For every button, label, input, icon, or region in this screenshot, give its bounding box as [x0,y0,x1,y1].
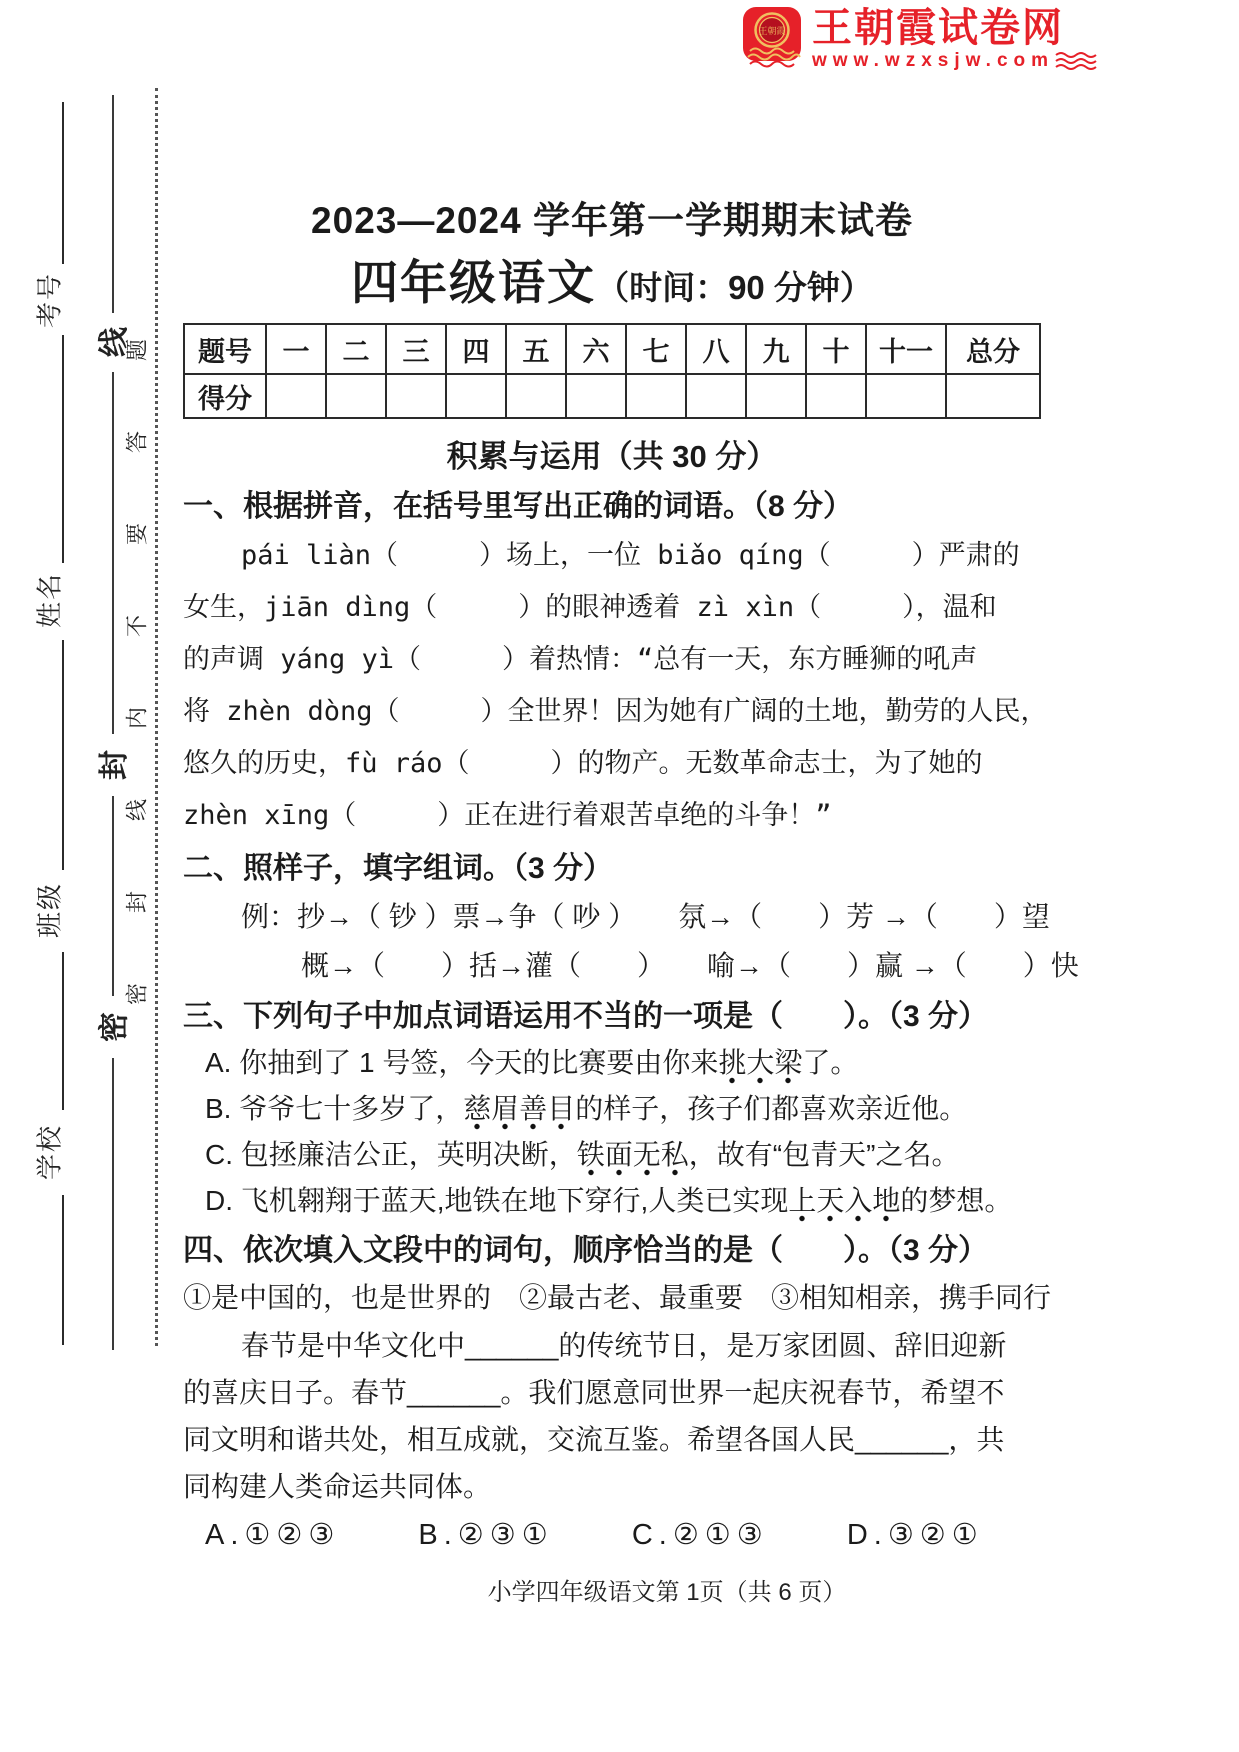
seal-char: 密 [98,1012,131,1042]
exam-content [183,190,1079,1607]
dotted-cut-line [155,88,158,1346]
question4-option-b: B.②③① [418,1519,554,1551]
option-emphasized-word: 慈眉善目 [463,1093,575,1130]
score-cell-empty [446,374,506,418]
seal-note-char: 内 [124,706,150,730]
seal-note-char: 封 [124,890,150,914]
section-heading: 积累与运用（共 30 分） [446,439,778,474]
seal-note-char: 不 [124,614,150,638]
option-text: 的梦想。 [900,1185,1013,1216]
option-text: D. 飞机翱翔于蓝天,地铁在地下穿行,人类已实现 [205,1185,789,1216]
question2-example-line: 例：抄→（ 钞 ）票→争（ 吵 ） 氛→（ ）芳 →（ ）望 [241,901,1050,932]
score-table-score-row [184,374,1040,418]
seal-note-char: 线 [124,798,150,822]
page-footer: 小学四年级语文第 1页（共 6 页） [487,1579,847,1606]
field-label-exam-number: 考号 [34,271,65,329]
question3-option-c [183,1132,1041,1178]
passage-line: 同构建人类命运共同体。 [183,1471,492,1502]
brand-title: 王朝霞试卷网 [812,6,1064,50]
option-text: A. 你抽到了 1 号签，今天的比赛要由你来 [205,1047,719,1078]
question4-items-line: ①是中国的，也是世界的 ②最古老、最重要 ③相知相亲，携手同行 [183,1282,1052,1313]
exam-duration: （时间：90 分钟） [596,269,873,306]
score-header-cell: 五 [506,324,566,374]
option-text: 了。 [802,1047,859,1078]
passage-line: 女生，jiān dìng（ ）的眼神透着 zì xìn（ ），温和 [183,592,997,623]
score-cell-empty [686,374,746,418]
question4-title: 四、依次填入文段中的词句，顺序恰当的是（ ）。（3 分） [183,1234,989,1267]
question4-option-c: C.②①③ [631,1519,769,1551]
passage-line: 同文明和谐共处，相互成就，交流互鉴。希望各国人民______，共 [183,1424,1005,1455]
passage-line: 的声调 yáng yì（ ）着热情：“总有一天，东方睡狮的吼声 [183,644,978,675]
field-line [62,335,64,563]
question4-passage [183,1322,1041,1510]
score-header-cell: 二 [326,324,386,374]
exam-subtitle [183,246,1041,313]
passage-line: zhèn xīng（ ）正在进行着艰苦卓绝的斗争！” [183,800,832,831]
score-cell-empty [866,374,946,418]
score-header-cell: 题号 [184,324,266,374]
svg-text:王朝霞: 王朝霞 [758,26,786,36]
score-cell-empty [946,374,1040,418]
score-header-cell: 三 [386,324,446,374]
score-header-cell: 一 [266,324,326,374]
passage-line: 的喜庆日子。春节______。我们愿意同世界一起庆祝春节，希望不 [183,1377,1005,1408]
score-header-cell: 八 [686,324,746,374]
passage-line: 将 zhèn dòng（ ）全世界！因为她有广阔的土地，勤劳的人民， [183,696,1048,727]
passage-line: 悠久的历史，fù ráo（ ）的物产。无数革命志士，为了她的 [183,748,983,779]
brand-squiggle-icon [1054,51,1102,71]
passage-line: pái liàn（ ）场上，一位 biǎo qíng（ ）严肃的 [241,540,1020,571]
score-header-cell: 六 [566,324,626,374]
seal-note-char: 要 [124,522,150,546]
score-header-cell: 十 [806,324,866,374]
option-text: ，故有“包青天”之名。 [688,1139,960,1170]
score-cell-empty [806,374,866,418]
question1-passage [183,530,1048,842]
question3-title: 三、下列句子中加点词语运用不当的一项是（ ）。（3 分） [183,1000,989,1033]
exam-subject: 四年级语文 [351,256,597,309]
option-emphasized-word: 挑大梁 [718,1047,802,1084]
field-label-class: 班级 [34,881,65,939]
score-header-cell: 四 [446,324,506,374]
score-row-label: 得分 [184,374,266,418]
seal-char: 线 [98,327,131,357]
option-text: B. 爷爷七十多岁了， [205,1093,464,1124]
score-table-header-row [184,324,1040,374]
seal-line [112,796,114,996]
question2-example-line: 概→（ ）括→灌（ ） 喻→（ ）赢 →（ ）快 [301,950,1079,981]
seal-line [112,1058,114,1350]
score-cell-empty [386,374,446,418]
question4-option-a: A.①②③ [205,1519,341,1551]
score-table [183,323,1041,419]
score-header-cell: 七 [626,324,686,374]
option-emphasized-word: 铁面无私 [577,1139,689,1176]
question3-option-d [183,1178,1041,1224]
brand-app-icon [742,6,804,70]
seal-note-char: 题 [124,338,150,362]
seal-note-char: 答 [124,430,150,454]
score-cell-empty [326,374,386,418]
question1-title: 一、根据拼音，在括号里写出正确的词语。（8 分） [183,490,854,523]
question3-option-b [183,1086,1041,1132]
brand-logo [742,6,1102,72]
field-line [62,102,64,264]
brand-url: www.wzxsjw.com [812,50,1055,71]
seal-line [112,95,114,313]
question4-options-row [183,1510,1041,1560]
passage-line: 春节是中华文化中______的传统节日，是万家团圆、辞旧迎新 [241,1330,1007,1361]
field-line [62,952,64,1110]
score-cell-empty [506,374,566,418]
score-cell-empty [566,374,626,418]
score-cell-empty [746,374,806,418]
question2-title: 二、照样子，填字组词。（3 分） [183,852,614,885]
score-cell-empty [626,374,686,418]
option-text: 的样子，孩子们都喜欢亲近他。 [575,1093,968,1124]
score-header-cell: 十一 [866,324,946,374]
field-label-name: 姓名 [34,571,65,629]
seal-line [112,372,114,734]
field-line [62,1195,64,1345]
score-header-cell: 总分 [946,324,1040,374]
seal-note-char: 密 [124,982,150,1006]
option-text: C. 包拯廉洁公正，英明决断， [205,1139,577,1170]
question4-option-d: D.③②① [846,1519,984,1551]
question3-option-a [183,1040,1041,1086]
seal-char: 封 [98,750,131,780]
exam-title: 2023—2024 学年第一学期期末试卷 [311,200,913,241]
field-line [62,640,64,870]
score-cell-empty [266,374,326,418]
field-label-school: 学校 [34,1123,65,1181]
option-emphasized-word: 上天入地 [788,1185,900,1222]
score-header-cell: 九 [746,324,806,374]
